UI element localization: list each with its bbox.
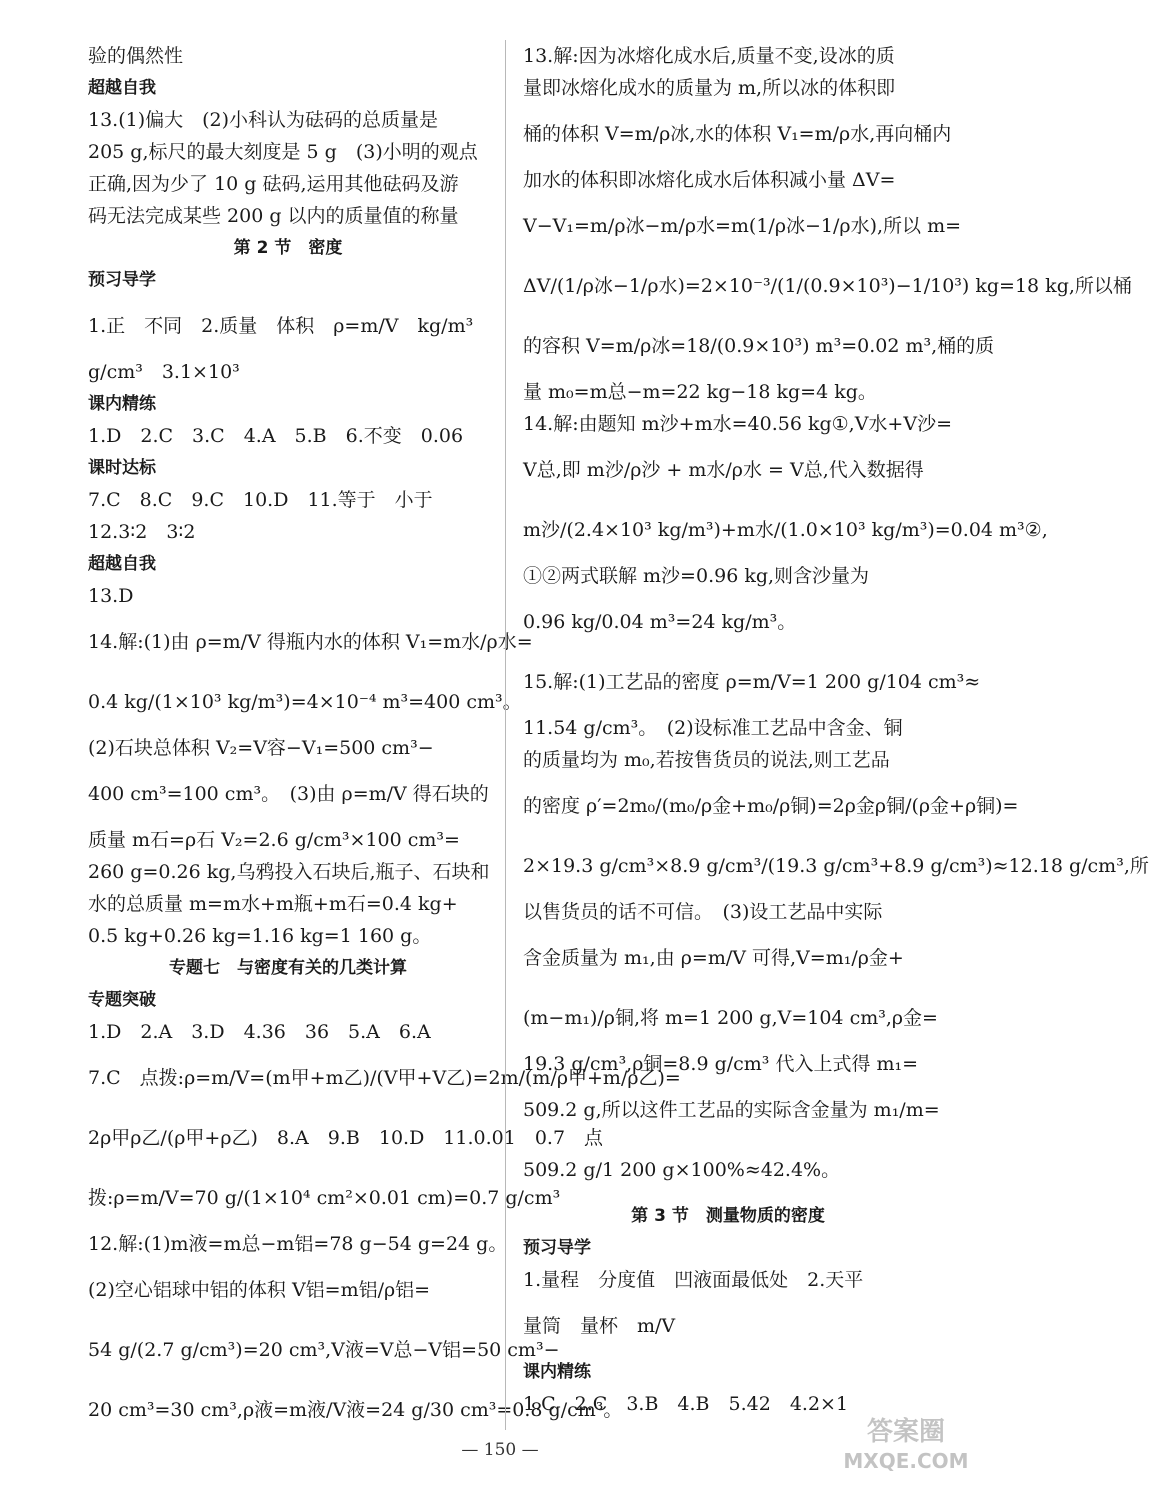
right-line: 的密度 ρ′=2m₀/(m₀/ρ金+m₀/ρ铜)=2ρ金ρ铜/(ρ金+ρ铜)=: [523, 795, 1019, 817]
left-section-title: 专题七 与密度有关的几类计算: [169, 958, 407, 978]
left-line: 20 cm³=30 cm³,ρ液=m液/V液=24 g/30 cm³=0.8 g/cm³。: [88, 1399, 623, 1421]
left-line: 54 g/(2.7 g/cm³)=20 cm³,V液=V总−V铝=50 cm³−: [88, 1339, 560, 1361]
right-line: ①②两式联解 m沙=0.96 kg,则含沙量为: [523, 565, 870, 587]
page-number: — 150 —: [461, 1440, 539, 1460]
column-divider: [505, 40, 506, 1430]
right-line: 加水的体积即冰熔化成水后体积减小量 ΔV=: [523, 169, 896, 191]
left-line: 0.5 kg+0.26 kg=1.16 kg=1 160 g。: [88, 925, 432, 947]
right-line: 桶的体积 V=m/ρ冰,水的体积 V₁=m/ρ水,再向桶内: [523, 123, 952, 145]
left-line: 拨:ρ=m/V=70 g/(1×10⁴ cm²×0.01 cm)=0.7 g/cm³: [88, 1187, 561, 1209]
right-line: 1.C 2.C 3.B 4.B 5.42 4.2×1: [523, 1393, 849, 1415]
left-line: 0.4 kg/(1×10³ kg/m³)=4×10⁻⁴ m³=400 cm³。: [88, 691, 522, 713]
left-line: 1.正 不同 2.质量 体积 ρ=m/V kg/m³: [88, 315, 474, 337]
left-heading: 预习导学: [88, 270, 156, 290]
right-line: 1.量程 分度值 凹液面最低处 2.天平: [523, 1269, 864, 1291]
right-line: m沙/(2.4×10³ kg/m³)+m水/(1.0×10³ kg/m³)=0.04 m³②,: [523, 519, 1048, 541]
left-line: 12.解:(1)m液=m总−m铝=78 g−54 g=24 g。: [88, 1233, 508, 1255]
right-heading: 课内精练: [523, 1362, 591, 1382]
left-line: 7.C 点拨:ρ=m/V=(m甲+m乙)/(V甲+V乙)=2m/(m/ρ甲+m/ρ乙)=: [88, 1067, 681, 1089]
left-heading: 超越自我: [88, 78, 156, 98]
left-line: 205 g,标尺的最大刻度是 5 g (3)小明的观点: [88, 141, 478, 163]
right-line: 19.3 g/cm³,ρ铜=8.9 g/cm³ 代入上式得 m₁=: [523, 1053, 919, 1075]
left-line: 质量 m石=ρ石 V₂=2.6 g/cm³×100 cm³=: [88, 829, 460, 851]
right-line: 509.2 g,所以这件工艺品的实际含金量为 m₁/m=: [523, 1099, 940, 1121]
left-heading: 课时达标: [88, 458, 156, 478]
left-line: 12.3∶2 3∶2: [88, 521, 196, 543]
right-line: 0.96 kg/0.04 m³=24 kg/m³。: [523, 611, 797, 633]
right-line: (m−m₁)/ρ铜,将 m=1 200 g,V=104 cm³,ρ金=: [523, 1007, 938, 1029]
right-line: 14.解:由题知 m沙+m水=40.56 kg①,V水+V沙=: [523, 413, 952, 435]
right-line: 的质量均为 m₀,若按售货员的说法,则工艺品: [523, 749, 890, 771]
left-line: 13.D: [88, 585, 134, 607]
right-line: V−V₁=m/ρ冰−m/ρ水=m(1/ρ冰−1/ρ水),所以 m=: [523, 215, 962, 237]
right-column: [523, 40, 1149, 1420]
left-line: 13.(1)偏大 (2)小科认为砝码的总质量是: [88, 109, 439, 131]
right-line: 2×19.3 g/cm³×8.9 g/cm³/(19.3 g/cm³+8.9 g/cm³)≈12.18 g/cm³,所: [523, 855, 1149, 877]
right-line: 量筒 量杯 m/V: [523, 1315, 676, 1337]
left-heading: 课内精练: [88, 394, 156, 414]
right-line: 含金质量为 m₁,由 ρ=m/V 可得,V=m₁/ρ金+: [523, 947, 904, 969]
left-heading: 专题突破: [88, 990, 156, 1010]
left-line: 码无法完成某些 200 g 以内的质量值的称量: [88, 205, 459, 227]
left-line: 7.C 8.C 9.C 10.D 11.等于 小于: [88, 489, 433, 511]
left-line: (2)空心铝球中铝的体积 V铝=m铝/ρ铝=: [88, 1279, 431, 1301]
svg-text:答案圈: 答案圈: [866, 1417, 946, 1447]
right-line: 量即冰熔化成水的质量为 m,所以冰的体积即: [523, 77, 896, 99]
left-line: 1.D 2.C 3.C 4.A 5.B 6.不变 0.06: [88, 425, 464, 447]
left-line: g/cm³ 3.1×10³: [88, 361, 240, 383]
right-line: 509.2 g/1 200 g×100%≈42.4%。: [523, 1159, 841, 1181]
right-line: 15.解:(1)工艺品的密度 ρ=m/V=1 200 g/104 cm³≈: [523, 671, 981, 693]
right-line: 11.54 g/cm³。 (2)设标准工艺品中含金、铜: [523, 717, 903, 739]
right-line: 的容积 V=m/ρ冰=18/(0.9×10³) m³=0.02 m³,桶的质: [523, 335, 995, 357]
left-line: (2)石块总体积 V₂=V容−V₁=500 cm³−: [88, 737, 434, 759]
right-heading: 预习导学: [523, 1238, 591, 1258]
left-line: 2ρ甲ρ乙/(ρ甲+ρ乙) 8.A 9.B 10.D 11.0.01 0.7 点: [88, 1127, 604, 1149]
right-line: V总,即 m沙/ρ沙 + m水/ρ水 = V总,代入数据得: [523, 459, 924, 481]
right-section-title: 第 3 节 测量物质的密度: [631, 1206, 825, 1226]
left-section-title: 第 2 节 密度: [233, 238, 343, 258]
left-line: 1.D 2.A 3.D 4.36 36 5.A 6.A: [88, 1021, 431, 1043]
left-line: 正确,因为少了 10 g 砝码,运用其他砝码及游: [88, 173, 459, 195]
right-line: 13.解:因为冰熔化成水后,质量不变,设冰的质: [523, 45, 895, 67]
watermark-logo: [826, 1410, 986, 1476]
right-line: 量 m₀=m总−m=22 kg−18 kg=4 kg。: [523, 381, 877, 403]
left-line: 水的总质量 m=m水+m瓶+m石=0.4 kg+: [88, 893, 458, 915]
svg-text:MXQE.COM: MXQE.COM: [843, 1449, 969, 1473]
left-line: 14.解:(1)由 ρ=m/V 得瓶内水的体积 V₁=m水/ρ水=: [88, 631, 533, 653]
left-line: 260 g=0.26 kg,乌鸦投入石块后,瓶子、石块和: [88, 861, 490, 883]
right-line: ΔV/(1/ρ冰−1/ρ水)=2×10⁻³/(1/(0.9×10³)−1/10³) kg=18 kg,所以桶: [523, 275, 1132, 297]
left-line: 验的偶然性: [88, 45, 184, 67]
left-heading: 超越自我: [88, 554, 156, 574]
left-line: 400 cm³=100 cm³。 (3)由 ρ=m/V 得石块的: [88, 783, 489, 805]
right-line: 以售货员的话不可信。 (3)设工艺品中实际: [523, 901, 883, 923]
